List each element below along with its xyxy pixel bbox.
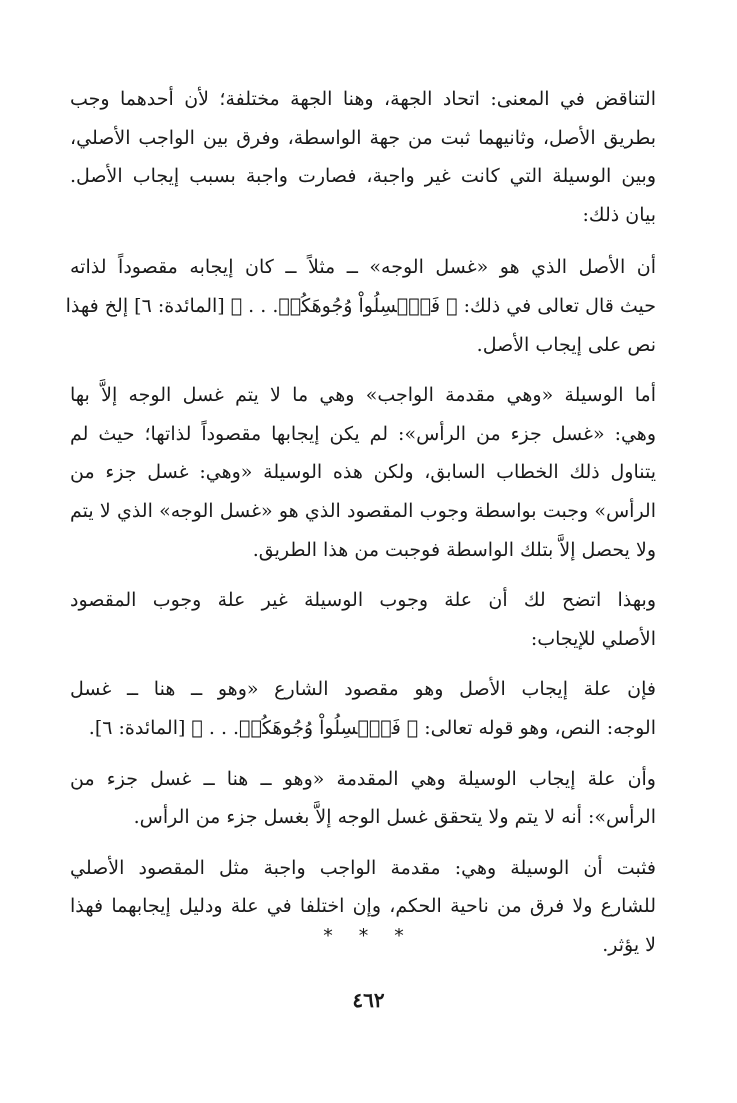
text-line: وبهذا اتضح لك أن علة وجوب الوسيلة غير علة وجوب المقصود: [70, 589, 656, 612]
text-line: ولا يحصل إلاَّ بتلك الواسطة فوجبت من هذا الطريق.: [252, 538, 656, 561]
text-line: فثبت أن الوسيلة وهي: مقدمة الواجب واجبة مثل المقصود الأصلي: [70, 856, 656, 879]
text-line: الرأس»: أنه لا يتم ولا يتحقق غسل الوجه إلاَّ بغسل جزء من الرأس.: [133, 806, 656, 829]
text-line: وهي: «غسل جزء من الرأس»: لم يكن إيجابها مقصوداً لذاتها؛ حيث لم: [70, 422, 656, 445]
text-line: الأصلي للإيجاب:: [530, 627, 656, 650]
paragraph-6: [70, 760, 656, 837]
text-line: وبين الوسيلة التي كانت غير واجبة، فصارت واجبة بسبب إيجاب الأصل.: [70, 165, 656, 188]
text-line: لا يؤثر.: [602, 933, 656, 956]
text-line: التناقض في المعنى: اتحاد الجهة، وهنا الجهة مختلفة؛ لأن أحدهما وجب: [70, 88, 656, 110]
text-line: نص على إيجاب الأصل.: [476, 333, 656, 356]
paragraph-5: [70, 670, 656, 747]
text-line: أما الوسيلة «وهي مقدمة الواجب» وهي ما لا يتم غسل الوجه إلاَّ بها: [70, 384, 656, 407]
text-line: للشارع ولا فرق من ناحية الحكم، وإن اختلفا في علة ودليل إيجابهما فهذا: [70, 895, 656, 918]
paragraph-7: [70, 849, 656, 965]
text-line: الرأس» وجبت بواسطة وجوب المقصود الذي هو «غسل الوجه» الذي لا يتم: [70, 499, 656, 522]
text-line: الوجه: النص، وهو قوله تعالى: ﴿ فَٱغۡسِلُواْ وُجُوهَكُمۡ. . . ﴾ [المائدة: ٦].: [88, 716, 656, 739]
page-number: ٤٦٢: [352, 988, 385, 1012]
text-line: أن الأصل الذي هو «غسل الوجه» ــ مثلاً ــ كان إيجابه مقصوداً لذاته: [70, 256, 656, 279]
text-line: وأن علة إيجاب الوسيلة وهي المقدمة «وهو ــ هنا ــ غسل جزء من: [70, 767, 656, 790]
paragraph-3: [70, 376, 656, 569]
section-separator: * * *: [323, 925, 414, 947]
paragraph-4: [70, 581, 656, 658]
paragraph-1: [70, 80, 656, 234]
body-text: [65, 80, 656, 976]
text-line: حيث قال تعالى في ذلك: ﴿ فَٱغۡسِلُواْ وُجُوهَكُمۡ. . . ﴾ [المائدة: ٦] إلخ فهذا: [65, 294, 656, 317]
text-line: يتناول ذلك الخطاب السابق، ولكن هذه الوسيلة «وهي: غسل جزء من: [70, 461, 656, 484]
text-line: فإن علة إيجاب الأصل وهو مقصود الشارع «وهو ــ هنا ــ غسل: [70, 678, 656, 701]
text-line: بيان ذلك:: [582, 203, 656, 226]
paragraph-2: [65, 248, 656, 364]
text-line: بطريق الأصل، وثانيهما ثبت من جهة الواسطة، وفرق بين الواجب الأصلي،: [70, 126, 656, 149]
